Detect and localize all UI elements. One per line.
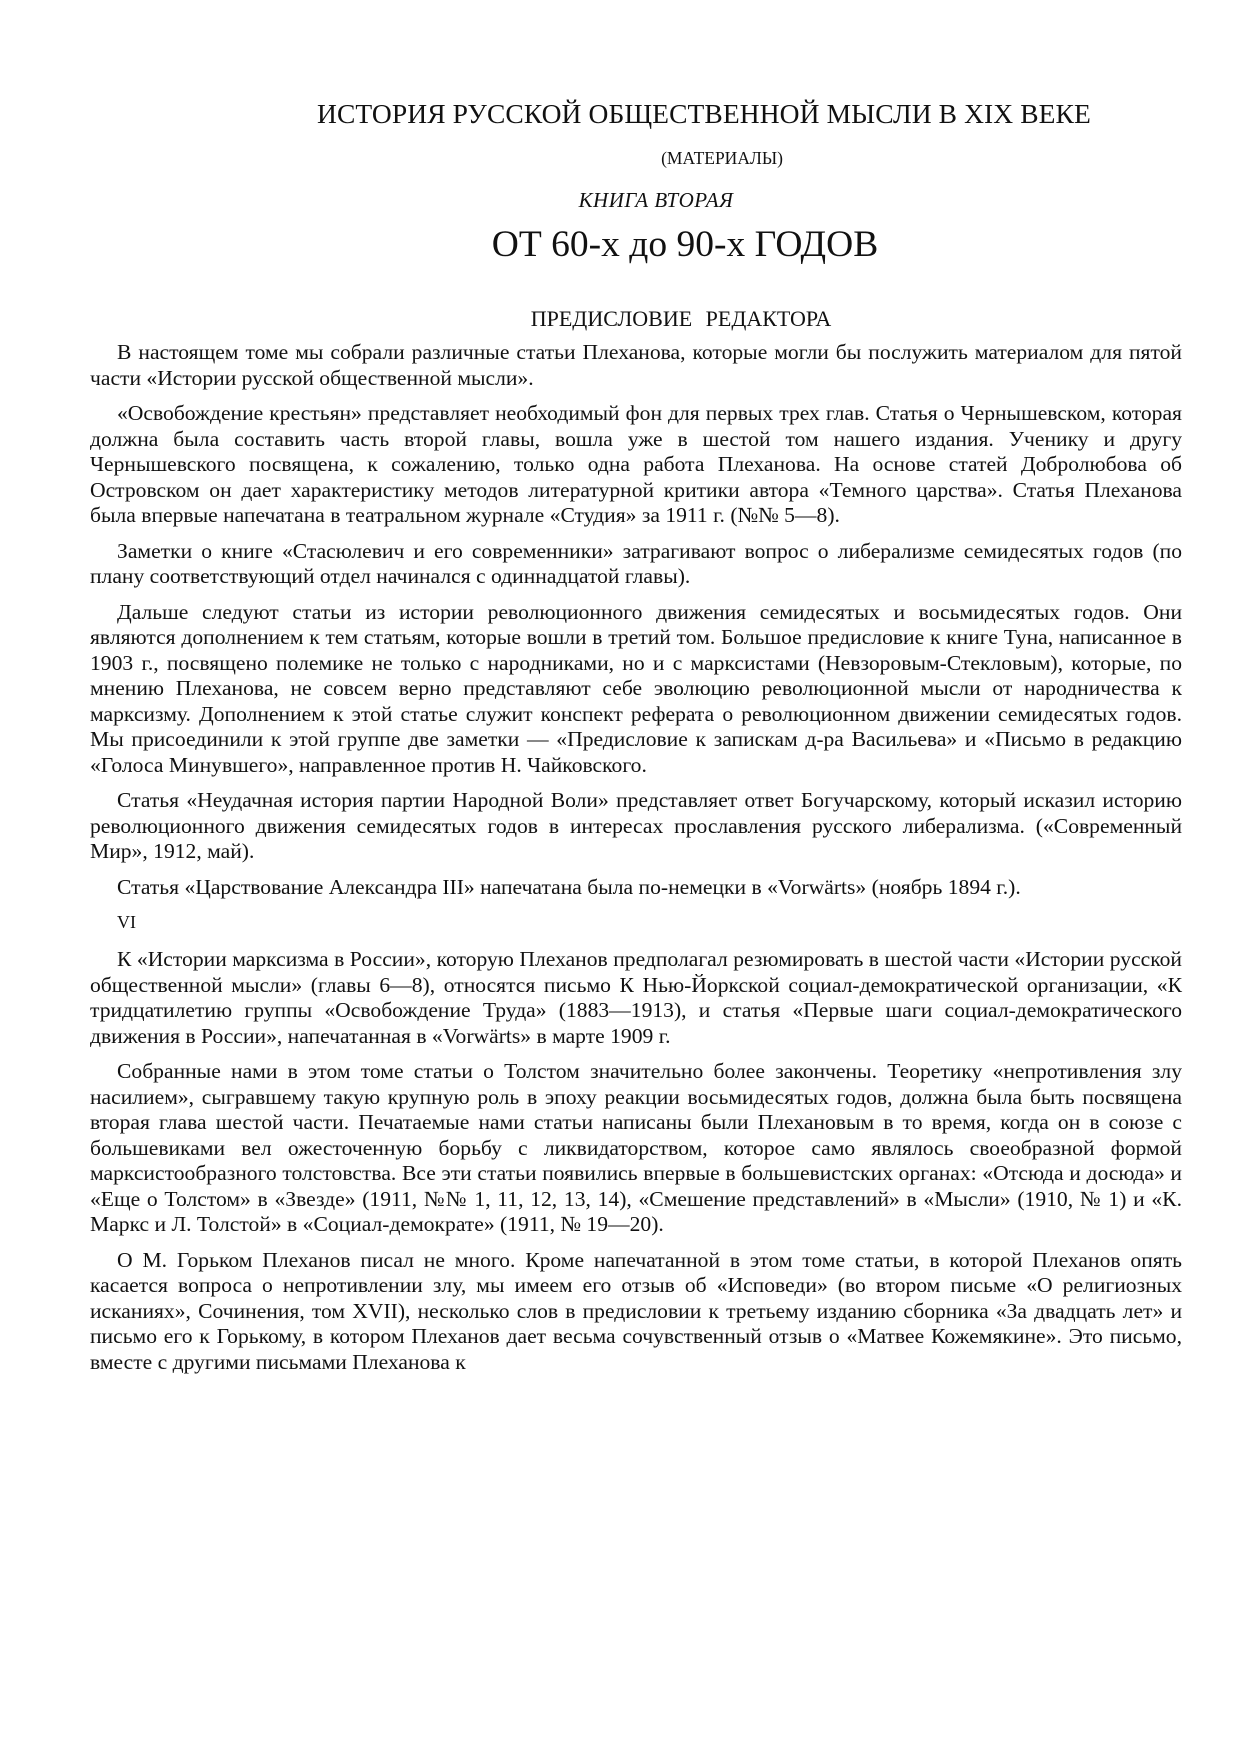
paragraph: Дальше следуют статьи из истории революционного движения семидесятых и восьмидесятых годов. Они являются дополнением к тем статьям, которые вошли в третий том. Большое предисловие к книге Туна, написанное в 1903 г., посвящено полемике не только с народниками, но и с марксистами (Невзоровым-Стекловым), которые, по мнению Плеханова, не совсем верно представляют себе эволюцию революционной мысли от народничества к марксизму. Дополнением к этой статье служит конспект реферата о революционном движении семидесятых годов. Мы присоединили к этой группе две заметки — «Предисловие к запискам д-ра Васильева» и «Письмо в редакцию «Голоса Минувшего», направленное против Н. Чайковского. (90, 599, 1182, 777)
paragraph: В настоящем томе мы собрали различные статьи Плеханова, которые могли бы послужить материалом для пятой части «Истории русской общественной мысли». (90, 340, 1182, 390)
preface-heading: ПРЕДИСЛОВИЕ РЕДАКТОРА (530, 306, 832, 331)
document-body (90, 340, 1182, 1375)
page-marker: VI (117, 912, 136, 932)
paragraph: Статья «Царствование Александра III» напечатана была по-немецки в «Vorwärts» (ноябрь 1894 г.). (117, 874, 1021, 899)
paragraph: О М. Горьком Плеханов писал не много. Кроме напечатанной в этом томе статьи, в которой Плеханов опять касается вопроса о непротивлении злу, мы имеем его отзыв об «Исповеди» (во втором письме «О религиозных исканиях», Сочинения, том XVII), несколько слов в предисловии к третьему изданию сборника «За двадцать лет» и письмо его к Горькому, в котором Плеханов дает весьма сочувственный отзыв о «Матвее Кожемякине». Это письмо, вместе с другими письмами Плеханова к (90, 1247, 1182, 1374)
paragraph: Заметки о книге «Стасюлевич и его современники» затрагивают вопрос о либерализме семидесятых годов (по плану соответствующий отдел начинался с одиннадцатой главы). (90, 538, 1182, 588)
book-label: КНИГА ВТОРАЯ (578, 188, 734, 212)
paragraph: Собранные нами в этом томе статьи о Толстом значительно более закончены. Теоретику «непротивления злу насилием», сыгравшему такую крупную роль в эпоху реакции восьмидесятых годов, должна была быть посвящена вторая глава шестой части. Печатаемые нами статьи написаны были Плехановым в то время, когда он в союзе с большевиками вел ожесточенную борьбу с ликвидаторством, которое само являлось своеобразной формой марксистообразного толстовства. Все эти статьи появились впервые в большевистских органах: «Отсюда и досюда» и «Еще о Толстом» в «Звезде» (1911, №№ 1, 11, 12, 13, 14), «Смешение представлений» в «Мысли» (1910, № 1) и «К. Маркс и Л. Толстой» в «Социал-демократе» (1911, № 19—20). (90, 1059, 1182, 1236)
document-page (90, 96, 1182, 1385)
period-heading: ОТ 60-х до 90-х ГОДОВ (491, 224, 879, 265)
document-subtitle: (МАТЕРИАЛЫ) (661, 148, 783, 168)
paragraph: «Освобождение крестьян» представляет необходимый фон для первых трех глав. Статья о Чернышевском, которая должна была составить часть второй главы, вошла уже в шестой том нашего издания. Ученику и другу Чернышевского посвящена, к сожалению, только одна работа Плеханова. На основе статей Добролюбова об Островском он дает характеристику методов литературной критики автора «Темного царства». Статья Плеханова была впервые напечатана в театральном журнале «Студия» за 1911 г. (№№ 5—8). (90, 401, 1182, 527)
document-title: ИСТОРИЯ РУССКОЙ ОБЩЕСТВЕННОЙ МЫСЛИ В XIX ВЕКЕ (317, 98, 1091, 129)
paragraph: Статья «Неудачная история партии Народной Воли» представляет ответ Богучарскому, который исказил историю революционного движения семидесятых годов в интересах прославления русского либерализма. («Современный Мир», 1912, май). (90, 788, 1182, 863)
paragraph: К «Истории марксизма в России», которую Плеханов предполагал резюмировать в шестой части «Истории русской общественной мысли» (главы 6—8), относятся письмо К Нью-Йоркской социал-демократической организации, «К тридцатилетию группы «Освобождение Труда» (1883—1913), и статья «Первые шаги социал-демократического движения в России», напечатанная в «Vorwärts» в марте 1909 г. (90, 947, 1182, 1048)
